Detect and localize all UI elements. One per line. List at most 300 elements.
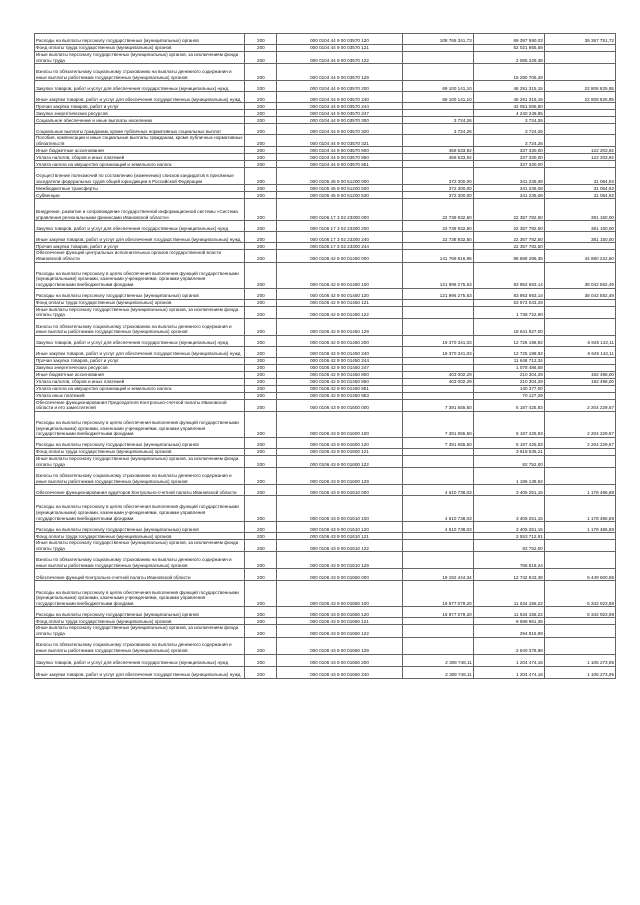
row-name-cell: Взносы по обязательному социальному страхованию на выплаты денежного содержания и иные выплаты работникам государственных (муниципальных) органов: [35, 468, 245, 485]
row-kbk-cell: 000 0106 42 9 00 01450 851: [277, 385, 402, 392]
row-remaining-cell: 38 042 582,49: [544, 288, 615, 299]
row-name-cell: Расходы на выплаты персоналу в целях обеспечения выполнения функций государственными (муниципальными) органами, казенными учреждениями, органами управления государственными внебюджетными фондами: [35, 496, 245, 522]
row-approved-cell: 3 724,26: [402, 124, 473, 135]
row-approved-cell: 108 765 341,73: [402, 34, 473, 45]
table-row: [35, 262, 616, 288]
row-approved-cell: [402, 243, 473, 250]
row-executed-cell: 22 357 782,50: [473, 199, 544, 221]
row-kbk-cell: 000 0104 44 9 00 03570 850: [277, 154, 402, 161]
row-name-cell: Прочая закупка товаров, работ и услуг: [35, 243, 245, 250]
row-kbk-cell: 000 0106 42 9 00 01450 800: [277, 371, 402, 378]
row-name-cell: Расходы на выплаты персоналу в целях обеспечения выполнения функций государственными (муниципальными) органами, казенными учреждениями, органами управления государственными внебюджетными фондами: [35, 262, 245, 288]
row-code-cell: 200: [245, 378, 277, 385]
row-remaining-cell: 381 150,00: [544, 232, 615, 243]
row-executed-cell: 1 078 486,58: [473, 364, 544, 371]
row-remaining-cell: 2 204 229,67: [544, 399, 615, 411]
table-row: [35, 569, 616, 581]
row-executed-cell: 3 918 535,21: [473, 448, 544, 455]
row-name-cell: Иные выплаты персоналу государственных (муниципальных) органов, за исключением фонда оплаты труда: [35, 52, 245, 64]
row-remaining-cell: 39 367 751,72: [544, 34, 615, 45]
row-remaining-cell: [544, 468, 615, 485]
row-name-cell: Закупка товаров, работ и услуг для обеспечения государственных (муниципальных) нужд: [35, 335, 245, 346]
row-kbk-cell: 000 0106 42 9 00 01450 244: [277, 357, 402, 364]
row-approved-cell: 121 996 275,63: [402, 262, 473, 288]
row-approved-cell: 19 192 444,34: [402, 569, 473, 581]
row-code-cell: 200: [245, 411, 277, 437]
row-kbk-cell: 000 0105 45 9 00 51200 500: [277, 185, 402, 192]
row-code-cell: 200: [245, 666, 277, 678]
row-code-cell: 200: [245, 168, 277, 185]
table-row: [35, 522, 616, 533]
table-row: [35, 147, 616, 154]
row-kbk-cell: 000 0106 43 9 00 01600 100: [277, 411, 402, 437]
row-kbk-cell: 000 0104 44 9 00 03570 244: [277, 103, 402, 110]
row-approved-cell: 121 996 275,63: [402, 288, 473, 299]
table-row: [35, 448, 616, 455]
row-kbk-cell: 000 0106 43 9 00 01650 240: [277, 666, 402, 678]
row-approved-cell: 7 391 655,50: [402, 411, 473, 437]
row-kbk-cell: 000 0106 43 9 00 01600 121: [277, 448, 402, 455]
row-remaining-cell: [544, 385, 615, 392]
row-name-cell: Прочая закупка товаров, работ и услуг: [35, 103, 245, 110]
table-row: [35, 654, 616, 666]
row-kbk-cell: 000 0105 45 9 00 51200 530: [277, 192, 402, 199]
row-name-cell: Субвенции: [35, 192, 245, 199]
row-executed-cell: 11 646 712,34: [473, 357, 544, 364]
row-kbk-cell: 000 0106 43 9 00 01600 120: [277, 437, 402, 448]
row-executed-cell: 83 953 693,14: [473, 262, 544, 288]
row-name-cell: Закупка энергетических ресурсов: [35, 110, 245, 117]
row-code-cell: 200: [245, 92, 277, 103]
row-kbk-cell: 000 0106 43 9 00 01610 000: [277, 485, 402, 496]
row-name-cell: Закупка товаров, работ и услуг для обеспечения государственных (муниципальных) нужд: [35, 81, 245, 92]
row-kbk-cell: 000 0106 42 9 00 01450 240: [277, 346, 402, 357]
row-remaining-cell: [544, 161, 615, 168]
row-kbk-cell: 000 0105 45 9 00 51200 000: [277, 168, 402, 185]
row-kbk-cell: 000 0106 43 9 00 01600 129: [277, 468, 402, 485]
row-executed-cell: 22 357 782,50: [473, 232, 544, 243]
row-code-cell: 200: [245, 64, 277, 81]
row-kbk-cell: 000 0106 42 9 00 01450 121: [277, 299, 402, 306]
row-remaining-cell: 22 808 825,95: [544, 81, 615, 92]
row-remaining-cell: [544, 117, 615, 124]
row-kbk-cell: 000 0106 43 9 00 01610 100: [277, 496, 402, 522]
row-name-cell: Иные бюджетные ассигнования: [35, 147, 245, 154]
row-remaining-cell: [544, 124, 615, 135]
row-code-cell: 200: [245, 399, 277, 411]
row-name-cell: Иные закупки товаров, работ и услуг для обеспечения государственных (муниципальных) нужд: [35, 666, 245, 678]
row-code-cell: 200: [245, 335, 277, 346]
row-approved-cell: 372 300,00: [402, 168, 473, 185]
row-name-cell: Обеспечение функций центральных исполнительных органов государственной власти Ивановской области: [35, 250, 245, 262]
row-name-cell: Межбюджетные трансферты: [35, 185, 245, 192]
row-remaining-cell: [544, 243, 615, 250]
table-row: [35, 346, 616, 357]
row-remaining-cell: [544, 552, 615, 569]
table-row: [35, 666, 616, 678]
row-executed-cell: 12 742 843,38: [473, 569, 544, 581]
row-approved-cell: 403 002,29: [402, 371, 473, 378]
table-row: [35, 243, 616, 250]
row-approved-cell: 2 309 748,11: [402, 654, 473, 666]
row-code-cell: 200: [245, 34, 277, 45]
row-code-cell: 200: [245, 154, 277, 161]
row-executed-cell: 1 204 474,16: [473, 654, 544, 666]
row-name-cell: Взносы по обязательному социальному страхованию на выплаты денежного содержания и иные выплаты работникам государственных (муниципальных) органов: [35, 552, 245, 569]
row-remaining-cell: 6 645 142,11: [544, 335, 615, 346]
row-name-cell: Взносы по обязательному социальному страхованию на выплаты денежного содержания и иные выплаты работникам государственных (муниципальных) органов: [35, 637, 245, 654]
row-executed-cell: 5 187 425,83: [473, 399, 544, 411]
table-row: [35, 192, 616, 199]
row-name-cell: Обеспечение функций Контрольно-счетной палаты Ивановской области: [35, 569, 245, 581]
row-code-cell: 200: [245, 455, 277, 467]
row-executed-cell: 341 235,08: [473, 192, 544, 199]
row-executed-cell: 2 085 229,38: [473, 52, 544, 64]
row-approved-cell: [402, 533, 473, 540]
row-approved-cell: [402, 637, 473, 654]
row-name-cell: Иные закупки товаров, работ и услуг для обеспечения государственных (муниципальных) нужд: [35, 346, 245, 357]
row-kbk-cell: 000 0106 43 9 00 01610 120: [277, 522, 402, 533]
row-approved-cell: [402, 448, 473, 455]
table-row: [35, 637, 616, 654]
table-row: [35, 335, 616, 346]
row-code-cell: 200: [245, 110, 277, 117]
row-name-cell: Уплата налога на имущество организаций и земельного налога: [35, 161, 245, 168]
row-kbk-cell: 000 0106 42 9 00 01450 120: [277, 288, 402, 299]
row-kbk-cell: 000 0106 17 3 02 23300 200: [277, 221, 402, 232]
table-row: [35, 110, 616, 117]
row-name-cell: Обеспечение функционирования аудиторов Контрольно-счетной палаты Ивановской области: [35, 485, 245, 496]
row-approved-cell: [402, 618, 473, 625]
budget-table-sheet: [34, 33, 616, 679]
row-approved-cell: 459 533,92: [402, 147, 473, 154]
row-executed-cell: 83 953 693,14: [473, 288, 544, 299]
row-kbk-cell: 000 0104 44 9 00 03570 122: [277, 52, 402, 64]
row-approved-cell: 459 533,92: [402, 154, 473, 161]
table-row: [35, 357, 616, 364]
row-name-cell: Фонд оплаты труда государственных (муниципальных) органов: [35, 448, 245, 455]
row-executed-cell: 11 534 155,22: [473, 581, 544, 607]
table-row: [35, 533, 616, 540]
row-kbk-cell: 000 0106 43 9 00 01650 200: [277, 654, 402, 666]
row-code-cell: 200: [245, 437, 277, 448]
row-executed-cell: 5 187 425,83: [473, 411, 544, 437]
row-executed-cell: 3 724,26: [473, 135, 544, 147]
row-remaining-cell: 5 342 923,98: [544, 607, 615, 618]
table-row: [35, 496, 616, 522]
row-name-cell: Внедрение, развитие и сопровождение государственной информационной системы «Система управления региональными финансами Ивановской области»: [35, 199, 245, 221]
row-remaining-cell: 38 042 582,49: [544, 262, 615, 288]
row-executed-cell: 337 330,00: [473, 147, 544, 154]
row-executed-cell: 8 598 961,35: [473, 618, 544, 625]
row-code-cell: 200: [245, 654, 277, 666]
row-approved-cell: 16 877 079,20: [402, 607, 473, 618]
row-code-cell: 200: [245, 161, 277, 168]
row-name-cell: Расходы на выплаты персоналу государственных (муниципальных) органов: [35, 522, 245, 533]
row-name-cell: Взносы по обязательному социальному страхованию на выплаты денежного содержания и иные выплаты работникам государственных (муниципальных) органов: [35, 318, 245, 335]
table-row: [35, 318, 616, 335]
row-kbk-cell: 000 0106 17 3 02 23300 244: [277, 243, 402, 250]
row-name-cell: Иные бюджетные ассигнования: [35, 371, 245, 378]
row-code-cell: 200: [245, 288, 277, 299]
row-approved-cell: 141 769 816,95: [402, 250, 473, 262]
row-approved-cell: [402, 64, 473, 81]
row-remaining-cell: [544, 392, 615, 399]
row-name-cell: Уплата налогов, сборов и иных платежей: [35, 378, 245, 385]
row-remaining-cell: 1 105 273,95: [544, 654, 615, 666]
table-row: [35, 437, 616, 448]
row-remaining-cell: 381 150,00: [544, 221, 615, 232]
row-code-cell: 200: [245, 448, 277, 455]
row-remaining-cell: 1 178 486,88: [544, 485, 615, 496]
row-approved-cell: [402, 357, 473, 364]
row-kbk-cell: 000 0106 42 9 00 01450 200: [277, 335, 402, 346]
row-remaining-cell: [544, 306, 615, 318]
table-row: [35, 154, 616, 161]
row-remaining-cell: [544, 455, 615, 467]
row-kbk-cell: 000 0104 44 9 00 03570 129: [277, 64, 402, 81]
row-remaining-cell: [544, 448, 615, 455]
row-name-cell: Иные закупки товаров, работ и услуг для обеспечения государственных (муниципальных) нужд: [35, 232, 245, 243]
row-approved-cell: [402, 385, 473, 392]
row-code-cell: 200: [245, 124, 277, 135]
table-body: [35, 34, 616, 679]
row-code-cell: 200: [245, 299, 277, 306]
row-kbk-cell: 000 0104 44 9 00 03570 300: [277, 117, 402, 124]
row-remaining-cell: [544, 625, 615, 637]
row-code-cell: 200: [245, 618, 277, 625]
row-remaining-cell: 192 498,00: [544, 371, 615, 378]
row-executed-cell: 22 357 782,50: [473, 243, 544, 250]
row-remaining-cell: 22 808 825,95: [544, 92, 615, 103]
table-row: [35, 124, 616, 135]
row-code-cell: 200: [245, 262, 277, 288]
row-remaining-cell: 2 204 229,67: [544, 411, 615, 437]
row-kbk-cell: 000 0106 42 9 00 01450 850: [277, 378, 402, 385]
row-approved-cell: [402, 552, 473, 569]
row-executed-cell: 140 377,00: [473, 385, 544, 392]
table-row: [35, 81, 616, 92]
table-row: [35, 221, 616, 232]
row-executed-cell: 15 290 705,28: [473, 64, 544, 81]
row-remaining-cell: [544, 637, 615, 654]
row-name-cell: Взносы по обязательному социальному страхованию на выплаты денежного содержания и иные выплаты работникам государственных (муниципальных) органов: [35, 64, 245, 81]
row-remaining-cell: 6 449 600,96: [544, 569, 615, 581]
row-approved-cell: [402, 455, 473, 467]
row-name-cell: Расходы на выплаты персоналу государственных (муниципальных) органов: [35, 34, 245, 45]
row-executed-cell: 12 725 198,92: [473, 335, 544, 346]
row-remaining-cell: [544, 135, 615, 147]
row-executed-cell: 3 724,26: [473, 117, 544, 124]
budget-execution-table: [34, 33, 616, 679]
row-executed-cell: 341 235,08: [473, 185, 544, 192]
row-name-cell: Прочая закупка товаров, работ и услуг: [35, 357, 245, 364]
row-approved-cell: 22 738 932,50: [402, 221, 473, 232]
row-remaining-cell: 1 178 486,88: [544, 522, 615, 533]
table-row: [35, 250, 616, 262]
row-name-cell: Пособия, компенсации и иные социальные выплаты гражданам, кроме публичных нормативных обязательств: [35, 135, 245, 147]
row-remaining-cell: 6 645 142,11: [544, 346, 615, 357]
row-code-cell: 200: [245, 185, 277, 192]
table-row: [35, 371, 616, 378]
row-kbk-cell: 000 0106 42 9 00 01450 853: [277, 392, 402, 399]
row-code-cell: 200: [245, 364, 277, 371]
row-executed-cell: 3 724,26: [473, 124, 544, 135]
row-kbk-cell: 000 0106 43 9 00 01610 121: [277, 533, 402, 540]
row-remaining-cell: [544, 357, 615, 364]
table-row: [35, 64, 616, 81]
row-remaining-cell: 2 204 229,67: [544, 437, 615, 448]
row-kbk-cell: 000 0106 43 9 00 01650 121: [277, 618, 402, 625]
row-name-cell: Иные выплаты персоналу государственных (муниципальных) органов, за исключением фонда оплаты труда: [35, 625, 245, 637]
row-remaining-cell: 1 178 486,88: [544, 496, 615, 522]
row-remaining-cell: 122 203,92: [544, 154, 615, 161]
row-code-cell: 200: [245, 581, 277, 607]
row-name-cell: Уплата налога на имущество организаций и земельного налога: [35, 385, 245, 392]
row-kbk-cell: 000 0104 44 9 00 03570 200: [277, 81, 402, 92]
row-kbk-cell: 000 0106 17 3 02 23300 240: [277, 232, 402, 243]
row-executed-cell: 341 235,08: [473, 168, 544, 185]
row-approved-cell: 372 300,00: [402, 185, 473, 192]
row-remaining-cell: 1 105 273,95: [544, 666, 615, 678]
row-kbk-cell: 000 0106 43 9 00 01650 122: [277, 625, 402, 637]
row-executed-cell: 2 640 378,88: [473, 637, 544, 654]
row-name-cell: Фонд оплаты труда государственных (муниципальных) органов: [35, 533, 245, 540]
row-kbk-cell: 000 0106 42 9 00 01450 129: [277, 318, 402, 335]
row-approved-cell: [402, 306, 473, 318]
table-row: [35, 52, 616, 64]
table-row: [35, 552, 616, 569]
row-kbk-cell: 000 0104 44 9 00 03570 121: [277, 45, 402, 52]
row-approved-cell: [402, 540, 473, 552]
row-name-cell: Иные закупки товаров, работ и услуг для обеспечения государственных (муниципальных) нужд: [35, 92, 245, 103]
table-row: [35, 161, 616, 168]
row-remaining-cell: [544, 318, 615, 335]
row-remaining-cell: [544, 103, 615, 110]
row-name-cell: Осуществление полномочий по составлению (изменению) списков кандидатов в присяжные заседатели федеральных судов общей юрисдикции в Российской Федерации: [35, 168, 245, 185]
row-code-cell: 200: [245, 625, 277, 637]
row-executed-cell: 52 021 655,59: [473, 45, 544, 52]
row-approved-cell: [402, 625, 473, 637]
row-name-cell: Закупка товаров, работ и услуг для обеспечения государственных (муниципальных) нужд: [35, 221, 245, 232]
table-row: [35, 288, 616, 299]
row-executed-cell: 11 534 155,22: [473, 607, 544, 618]
row-kbk-cell: 000 0104 44 9 00 03570 120: [277, 34, 402, 45]
table-row: [35, 232, 616, 243]
row-executed-cell: 46 291 315,15: [473, 92, 544, 103]
row-code-cell: 200: [245, 540, 277, 552]
row-name-cell: Уплата налогов, сборов и иных платежей: [35, 154, 245, 161]
row-code-cell: 200: [245, 468, 277, 485]
table-row: [35, 392, 616, 399]
row-approved-cell: [402, 392, 473, 399]
row-approved-cell: 372 300,00: [402, 192, 473, 199]
row-kbk-cell: 000 0104 44 9 00 03570 800: [277, 147, 402, 154]
row-name-cell: Закупка товаров, работ и услуг для обеспечения государственных (муниципальных) нужд: [35, 654, 245, 666]
row-kbk-cell: 000 0104 44 9 00 03570 320: [277, 124, 402, 135]
table-row: [35, 185, 616, 192]
row-remaining-cell: 381 150,00: [544, 199, 615, 221]
row-name-cell: Фонд оплаты труда государственных (муниципальных) органов: [35, 618, 245, 625]
row-approved-cell: 22 738 932,50: [402, 232, 473, 243]
row-executed-cell: 70 127,29: [473, 392, 544, 399]
table-row: [35, 364, 616, 371]
row-remaining-cell: [544, 110, 615, 117]
row-code-cell: 200: [245, 192, 277, 199]
row-remaining-cell: [544, 64, 615, 81]
table-row: [35, 618, 616, 625]
row-executed-cell: 69 397 590,03: [473, 34, 544, 45]
row-executed-cell: 210 304,29: [473, 378, 544, 385]
row-code-cell: 200: [245, 346, 277, 357]
row-executed-cell: 3 405 251,15: [473, 485, 544, 496]
row-name-cell: Закупка энергетических ресурсов: [35, 364, 245, 371]
row-approved-cell: [402, 318, 473, 335]
row-approved-cell: 69 100 141,10: [402, 92, 473, 103]
row-approved-cell: 3 724,26: [402, 117, 473, 124]
row-kbk-cell: 000 0106 43 9 00 01650 129: [277, 637, 402, 654]
table-row: [35, 468, 616, 485]
table-row: [35, 581, 616, 607]
row-approved-cell: 16 877 079,20: [402, 581, 473, 607]
row-approved-cell: [402, 52, 473, 64]
row-remaining-cell: [544, 52, 615, 64]
row-approved-cell: [402, 110, 473, 117]
row-approved-cell: 19 370 341,03: [402, 335, 473, 346]
row-code-cell: 200: [245, 232, 277, 243]
row-code-cell: 200: [245, 392, 277, 399]
row-approved-cell: 4 610 738,03: [402, 496, 473, 522]
row-approved-cell: [402, 45, 473, 52]
table-row: [35, 607, 616, 618]
row-kbk-cell: 000 0106 43 9 00 01650 100: [277, 581, 402, 607]
row-kbk-cell: 000 0106 43 9 00 01650 000: [277, 569, 402, 581]
table-row: [35, 455, 616, 467]
row-code-cell: 200: [245, 117, 277, 124]
row-remaining-cell: [544, 299, 615, 306]
row-remaining-cell: 31 064,92: [544, 185, 615, 192]
row-code-cell: 200: [245, 243, 277, 250]
row-approved-cell: [402, 161, 473, 168]
row-remaining-cell: [544, 618, 615, 625]
table-row: [35, 306, 616, 318]
row-code-cell: 200: [245, 552, 277, 569]
row-name-cell: Социальные выплаты гражданам, кроме публичных нормативных социальных выплат: [35, 124, 245, 135]
row-executed-cell: 42 051 065,80: [473, 103, 544, 110]
table-row: [35, 540, 616, 552]
row-executed-cell: 294 815,99: [473, 625, 544, 637]
row-code-cell: 200: [245, 306, 277, 318]
table-row: [35, 399, 616, 411]
row-remaining-cell: 31 064,92: [544, 168, 615, 185]
row-code-cell: 200: [245, 357, 277, 364]
row-approved-cell: 2 309 748,11: [402, 666, 473, 678]
row-code-cell: 200: [245, 250, 277, 262]
row-executed-cell: 5 187 425,83: [473, 437, 544, 448]
row-kbk-cell: 000 0106 42 9 00 01450 122: [277, 306, 402, 318]
row-kbk-cell: 000 0106 43 9 00 01600 122: [277, 455, 402, 467]
table-row: [35, 199, 616, 221]
row-approved-cell: [402, 299, 473, 306]
row-name-cell: Обеспечение функционирования Председателя Контрольно-счетной палаты Ивановской области и его заместителей: [35, 399, 245, 411]
row-executed-cell: 786 818,24: [473, 552, 544, 569]
row-executed-cell: 12 725 198,92: [473, 346, 544, 357]
row-name-cell: Социальное обеспечение и иные выплаты населению: [35, 117, 245, 124]
row-executed-cell: 18 641 927,00: [473, 318, 544, 335]
row-code-cell: 200: [245, 607, 277, 618]
row-name-cell: Расходы на выплаты персоналу государственных (муниципальных) органов: [35, 607, 245, 618]
row-remaining-cell: 192 498,00: [544, 378, 615, 385]
